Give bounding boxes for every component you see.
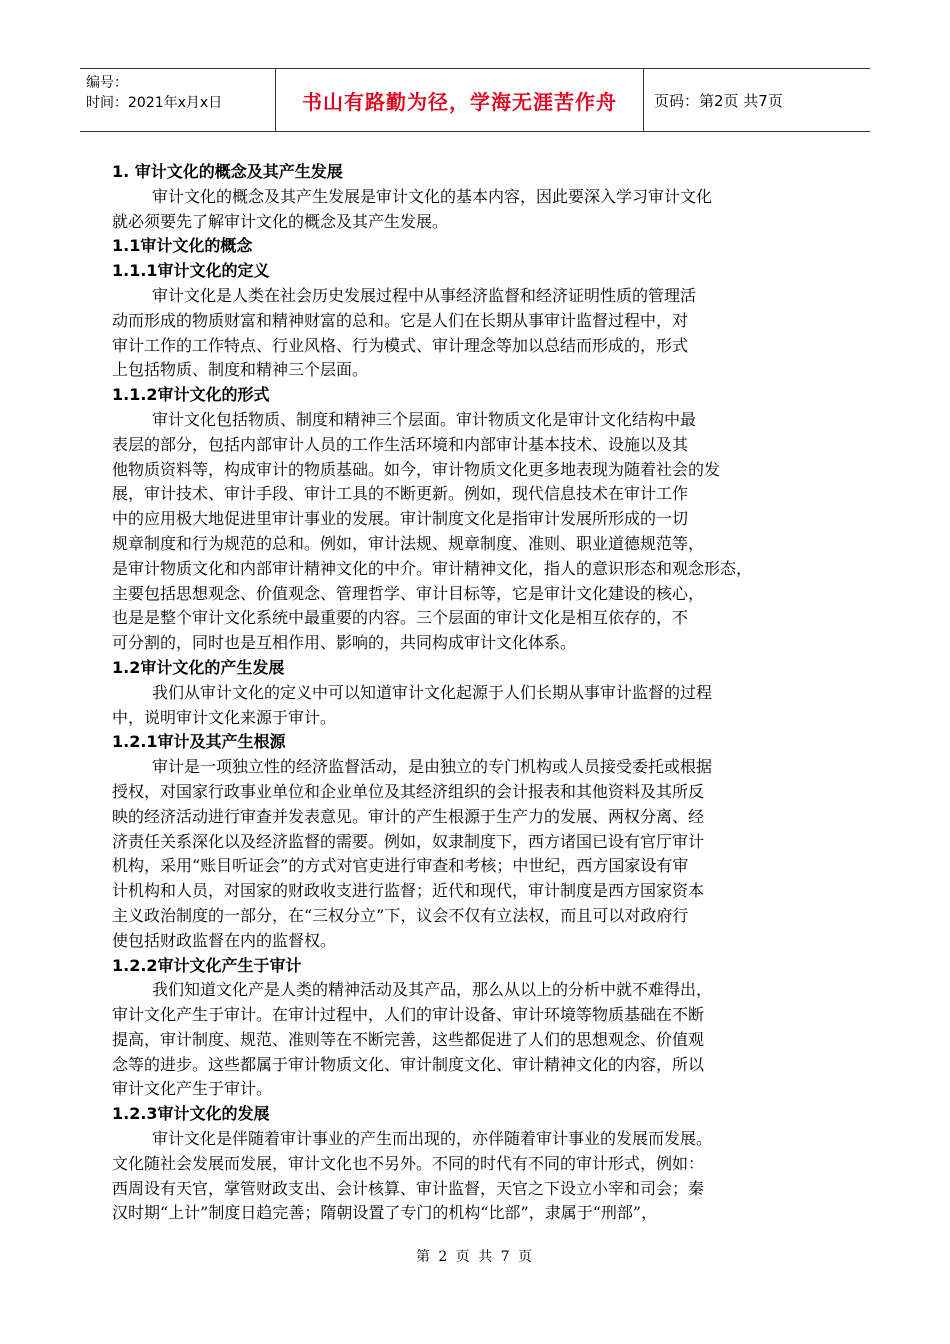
- paragraph-line: 他物质资料等，构成审计的物质基础。如今，审计物质文化更多地表现为随着社会的发: [112, 459, 721, 479]
- motto-text: 书山有路勤为径，学海无涯苦作舟: [302, 89, 617, 114]
- header-meta: [80, 69, 276, 131]
- paragraph-line: 我们从审计文化的定义中可以知道审计文化起源于人们长期从事审计监督的过程: [152, 682, 713, 702]
- paragraph-line: 审计文化包括物质、制度和精神三个层面。审计物质文化是审计文化结构中最: [152, 409, 697, 429]
- paragraph-line: 就必须要先了解审计文化的概念及其产生发展。: [112, 211, 449, 231]
- paragraph-line: 是审计物质文化和内部审计精神文化的中介。审计精神文化，指人的意识形态和观念形态，: [112, 558, 753, 578]
- paragraph-line: 也是是整个审计文化系统中最重要的内容。三个层面的审计文化是相互依存的，不: [112, 608, 689, 628]
- paragraph-line: 展，审计技术、审计手段、审计工具的不断更新。例如，现代信息技术在审计工作: [112, 484, 689, 504]
- header-motto-cell: [276, 69, 644, 131]
- paragraph-line: 济责任关系深化以及经济监督的需要。例如，奴隶制度下，西方诸国已设有官厅审计: [112, 831, 705, 851]
- paragraph-line: 授权，对国家行政事业单位和企业单位及其经济组织的会计报表和其他资料及其所反: [112, 781, 705, 801]
- paragraph-line: 计机构和人员，对国家的财政收支进行监督；近代和现代，审计制度是西方国家资本: [112, 881, 705, 901]
- paragraph-line: 映的经济活动进行审查并发表意见。审计的产生根源于生产力的发展、两权分离、经: [112, 806, 705, 826]
- paragraph-line: 文化随社会发展而发展，审计文化也不另外。不同的时代有不同的审计形式，例如：: [112, 1153, 705, 1173]
- paragraph-line: 审计文化产生于审计。在审计过程中，人们的审计设备、审计环境等物质基础在不断: [112, 1005, 705, 1025]
- section-heading: 1.2.1审计及其产生根源: [112, 732, 286, 752]
- section-heading: 1.2审计文化的产生发展: [112, 657, 285, 677]
- paragraph-line: 表层的部分，包括内部审计人员的工作生活环境和内部审计基本技术、设施以及其: [112, 434, 689, 454]
- header-page-cell: [644, 69, 870, 131]
- section-heading: 1.2.3审计文化的发展: [112, 1104, 270, 1124]
- document-number: 编号：: [86, 75, 128, 91]
- paragraph-line: 规章制度和行为规范的总和。例如，审计法规、规章制度、准则、职业道德规范等，: [112, 533, 705, 553]
- paragraph-line: 审计工作的工作特点、行业风格、行为模式、审计理念等加以总结而形成的，形式: [112, 335, 689, 355]
- paragraph-line: 审计文化产生于审计。: [112, 1079, 273, 1099]
- paragraph-line: 西周设有天官，掌管财政支出、会计核算、审计监督，天官之下设立小宰和司会；秦: [112, 1178, 705, 1198]
- paragraph-line: 提高，审计制度、规范、准则等在不断完善，这些都促进了人们的思想观念、价值观: [112, 1029, 705, 1049]
- paragraph-line: 汉时期“上计”制度日趋完善；隋朝设置了专门的机构“比部”，隶属于“刑部”，: [112, 1203, 658, 1223]
- document-body: [112, 160, 828, 1226]
- paragraph-line: 使包括财政监督在内的监督权。: [112, 930, 337, 950]
- section-heading: 1.1审计文化的概念: [112, 236, 253, 256]
- page-header: [80, 68, 870, 132]
- paragraph-line: 可分割的，同时也是互相作用、影响的，共同构成审计文化体系。: [112, 633, 577, 653]
- page-indicator: 页码：第2页 共7页: [654, 91, 783, 110]
- paragraph-line: 动而形成的物质财富和精神财富的总和。它是人们在长期从事审计监督过程中，对: [112, 310, 689, 330]
- page-footer: 第 2 页 共 7 页: [415, 1249, 535, 1265]
- section-heading: 1. 审计文化的概念及其产生发展: [112, 162, 343, 181]
- paragraph-line: 机构，采用“账目听证会”的方式对官吏进行审查和考核；中世纪，西方国家设有审: [112, 856, 689, 876]
- paragraph-line: 中，说明审计文化来源于审计。: [112, 707, 337, 727]
- paragraph-line: 审计是一项独立性的经济监督活动，是由独立的专门机构或人员接受委托或根据: [152, 757, 713, 777]
- section-heading: 1.2.2审计文化产生于审计: [112, 955, 302, 975]
- paragraph-line: 主义政治制度的一部分，在“三权分立”下，议会不仅有立法权，而且可以对政府行: [112, 905, 689, 925]
- paragraph-line: 审计文化是人类在社会历史发展过程中从事经济监督和经济证明性质的管理活: [152, 285, 697, 305]
- paragraph-line: 审计文化是伴随着审计事业的产生而出现的，亦伴随着审计事业的发展而发展。: [152, 1129, 713, 1149]
- document-date: 时间：2021年x月x日: [86, 95, 223, 111]
- section-heading: 1.1.2审计文化的形式: [112, 385, 270, 405]
- section-heading: 1.1.1审计文化的定义: [112, 261, 270, 281]
- paragraph-line: 上包括物质、制度和精神三个层面。: [112, 360, 369, 380]
- paragraph-line: 我们知道文化产是人类的精神活动及其产品，那么从以上的分析中就不难得出，: [152, 980, 713, 1000]
- paragraph-line: 念等的进步。这些都属于审计物质文化、审计制度文化、审计精神文化的内容，所以: [112, 1054, 705, 1074]
- paragraph-line: 主要包括思想观念、价值观念、管理哲学、审计目标等，它是审计文化建设的核心，: [112, 583, 705, 603]
- paragraph-line: 中的应用极大地促进里审计事业的发展。审计制度文化是指审计发展所形成的一切: [112, 509, 689, 529]
- paragraph-line: 审计文化的概念及其产生发展是审计文化的基本内容，因此要深入学习审计文化: [152, 186, 713, 206]
